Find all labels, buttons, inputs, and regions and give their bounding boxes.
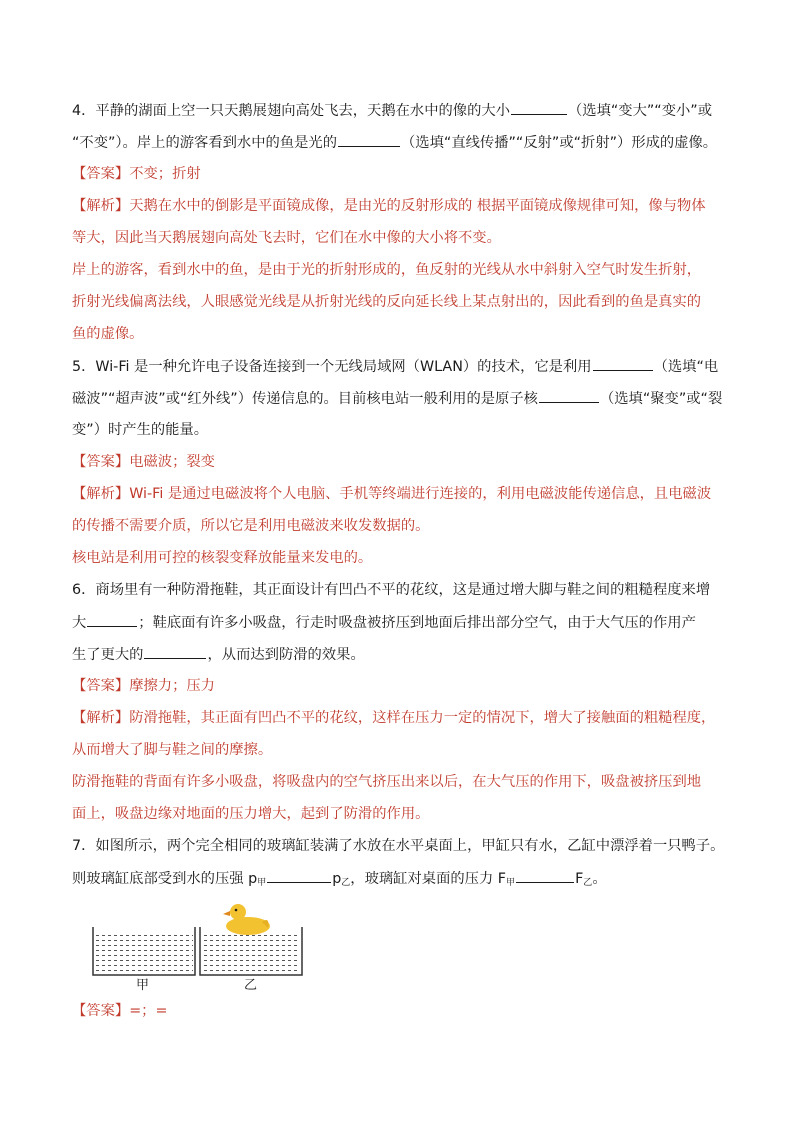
answer-blank (539, 389, 599, 403)
q6-text: ，从而达到防滑的效果。 (207, 647, 365, 663)
q6-explanation-4: 面上，吸盘边缘对地面的压力增大，起到了防滑的作用。 (72, 806, 430, 822)
subscript-yi: 乙 (341, 878, 351, 888)
answer-text: 摩擦力；压力 (129, 678, 215, 694)
answer-tag: 【答案】 (72, 166, 130, 182)
q5-text: 5．Wi-Fi 是一种允许电子设备连接到一个无线局域网（WLAN）的技术，它是利用 (72, 359, 592, 375)
q5-explanation-3: 核电站是利用可控的核裂变释放能量来发电的。 (72, 550, 373, 566)
q5-text: （选填“电 (653, 359, 719, 375)
subscript-jia: 甲 (506, 878, 516, 888)
tanks-figure (90, 898, 310, 998)
answer-blank (511, 101, 567, 115)
answer-tag: 【答案】 (72, 678, 130, 694)
tank-jia (93, 927, 195, 975)
q6-line-2 (72, 613, 732, 632)
answer-text: 不变；折射 (129, 166, 201, 182)
answer-blank (267, 869, 331, 883)
q7-text: 。 (592, 871, 607, 887)
q6-answer (72, 677, 732, 695)
q5-line-2 (72, 389, 732, 408)
q4-explanation-2: 等大，因此当天鹅展翅向高处飞去时，它们在水中像的大小将不变。 (72, 230, 501, 246)
q4-text: “不变”）。岸上的游客看到水中的鱼是光的 (72, 135, 338, 151)
q4-explanation-5: 鱼的虚像。 (72, 326, 144, 342)
q4-text: 4．平静的湖面上空一只天鹅展翅向高处飞去，天鹅在水中的像的大小 (72, 103, 510, 119)
q6-explanation-2: 从而增大了脚与鞋之间的摩擦。 (72, 742, 273, 758)
q5-explanation-2: 的传播不需要介质，所以它是利用电磁波来收发数据的。 (72, 518, 430, 534)
explanation-text: 天鹅在水中的倒影是平面镜成像，是由光的反射形成的 根据平面镜成像规律可知，像与物体 (129, 198, 706, 214)
answer-text: 电磁波；裂变 (129, 454, 215, 470)
explanation-tag: 【解析】 (72, 198, 130, 214)
q7-text: F (575, 871, 584, 887)
answer-blank (338, 133, 400, 147)
q4-text: （选填“直线传播”“反射”或“折射”）形成的虚像。 (401, 135, 718, 151)
duck-icon (223, 904, 270, 935)
q4-explanation-1 (72, 197, 732, 215)
q6-text: 生了更大的 (72, 647, 144, 663)
q6-explanation-3: 防滑拖鞋的背面有许多小吸盘，将吸盘内的空气挤压出来以后，在大气压的作用下，吸盘被挤压到地 (72, 774, 702, 790)
answer-text: =；= (129, 1003, 168, 1019)
answer-tag: 【答案】 (72, 454, 130, 470)
explanation-tag: 【解析】 (72, 486, 130, 502)
q5-text: 磁波”“超声波”或“红外线”）传递信息的。目前核电站一般利用的是原子核 (72, 391, 538, 407)
q5-text: （选填“聚变”或“裂 (599, 391, 723, 407)
answer-blank (516, 869, 574, 883)
q4-explanation-4: 折射光线偏离法线，人眼感觉光线是从折射光线的反向延长线上某点射出的，因此看到的鱼是真实的 (72, 294, 702, 310)
q5-line-3: 变”）时产生的能量。 (72, 422, 209, 438)
q6-line-1: 6．商场里有一种防滑拖鞋，其正面设计有凹凸不平的花纹，这是通过增大脚与鞋之间的粗糙程度来增 (72, 582, 711, 598)
q7-line-2 (72, 869, 732, 892)
q4-answer (72, 165, 732, 183)
tanks-diagram (90, 898, 310, 998)
q7-text: 则玻璃缸底部受到水的压强 p (72, 871, 258, 887)
q7-text: p (332, 871, 342, 887)
answer-blank (144, 645, 206, 659)
label-jia: 甲 (136, 978, 150, 993)
answer-tag: 【答案】 (72, 1003, 130, 1019)
explanation-text: 防滑拖鞋，其正面有凹凸不平的花纹，这样在压力一定的情况下，增大了接触面的粗糙程度， (129, 710, 716, 726)
q4-line-2 (72, 133, 732, 152)
q7-text: ，玻璃缸对桌面的压力 F (350, 871, 507, 887)
q6-line-3 (72, 645, 732, 664)
answer-blank (87, 613, 137, 627)
label-yi: 乙 (244, 978, 258, 993)
subscript-yi: 乙 (583, 878, 593, 888)
q5-explanation-1 (72, 485, 732, 503)
q5-answer (72, 453, 732, 471)
explanation-tag: 【解析】 (72, 710, 130, 726)
answer-blank (593, 357, 653, 371)
q6-text: ；鞋底面有许多小吸盘，行走时吸盘被挤压到地面后排出部分空气，由于大气压的作用产 (138, 615, 696, 631)
q4-line-1 (72, 101, 732, 120)
q5-line-1 (72, 357, 732, 376)
q6-explanation-1 (72, 709, 732, 727)
q6-text: 大 (72, 615, 87, 631)
explanation-text: Wi-Fi 是通过电磁波将个人电脑、手机等终端进行连接的，利用电磁波能传递信息，且电磁波 (129, 486, 712, 502)
q7-line-1: 7．如图所示，两个完全相同的玻璃缸装满了水放在水平桌面上，甲缸只有水，乙缸中漂浮着一只鸭子。 (72, 838, 725, 854)
q4-explanation-3: 岸上的游客，看到水中的鱼，是由于光的折射形成的，鱼反射的光线从水中斜射入空气时发生折射， (72, 262, 702, 278)
q7-answer (72, 1002, 732, 1020)
subscript-jia: 甲 (257, 878, 267, 888)
q4-text: （选填“变大”“变小”或 (568, 103, 713, 119)
